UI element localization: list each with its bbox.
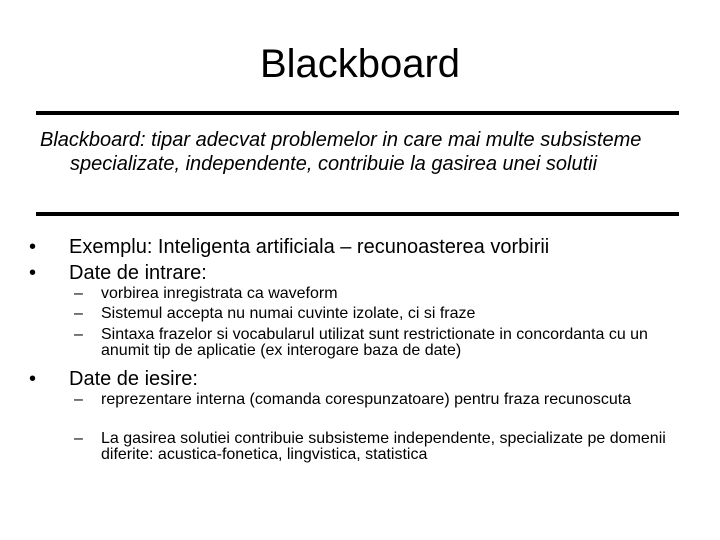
- dash-mark: –: [74, 285, 83, 302]
- bullet-mark: •: [29, 368, 37, 390]
- sub-bullet-item: [74, 327, 674, 359]
- bullet-text: Date de iesire:: [69, 368, 198, 390]
- bullet-text: Date de intrare:: [69, 262, 207, 284]
- sub-bullet-item: [74, 286, 674, 302]
- bullet-mark: •: [29, 236, 37, 258]
- divider-bottom: [36, 212, 679, 216]
- slide-title: Blackboard: [259, 42, 461, 86]
- sub-bullet-text: reprezentare interna (comanda corespunzatoare) pentru fraza recunoscuta: [101, 391, 632, 408]
- sub-bullet-text: vorbirea inregistrata ca waveform: [101, 285, 338, 302]
- sub-bullet-text: Sistemul accepta nu numai cuvinte izolate, ci si fraze: [101, 305, 476, 322]
- dash-mark: –: [74, 326, 83, 343]
- dash-mark: –: [74, 391, 83, 408]
- bullet-text: Exemplu: Inteligenta artificiala – recunoasterea vorbirii: [69, 236, 550, 258]
- sub-bullet-text: La gasirea solutiei contribuie subsisteme independente, specializate pe domenii diferite: acustica-fonetica, lingvistica, statistica: [101, 430, 666, 463]
- bullet-mark: •: [29, 262, 37, 284]
- dash-mark: –: [74, 305, 83, 322]
- sub-bullet-item: [74, 392, 674, 408]
- sub-bullet-text: Sintaxa frazelor si vocabularul utilizat sunt restrictionate in concordanta cu un anumit tip de aplicatie (ex interogare baza de date): [101, 326, 648, 359]
- sub-bullet-item: [74, 306, 674, 322]
- dash-mark: –: [74, 430, 83, 447]
- divider-top: [36, 111, 679, 115]
- sub-bullet-item: [74, 431, 674, 463]
- definition-text: Blackboard: tipar adecvat problemelor in care mai multe subsisteme specializate, independente, contribuie la gasirea unei solutii: [40, 129, 642, 175]
